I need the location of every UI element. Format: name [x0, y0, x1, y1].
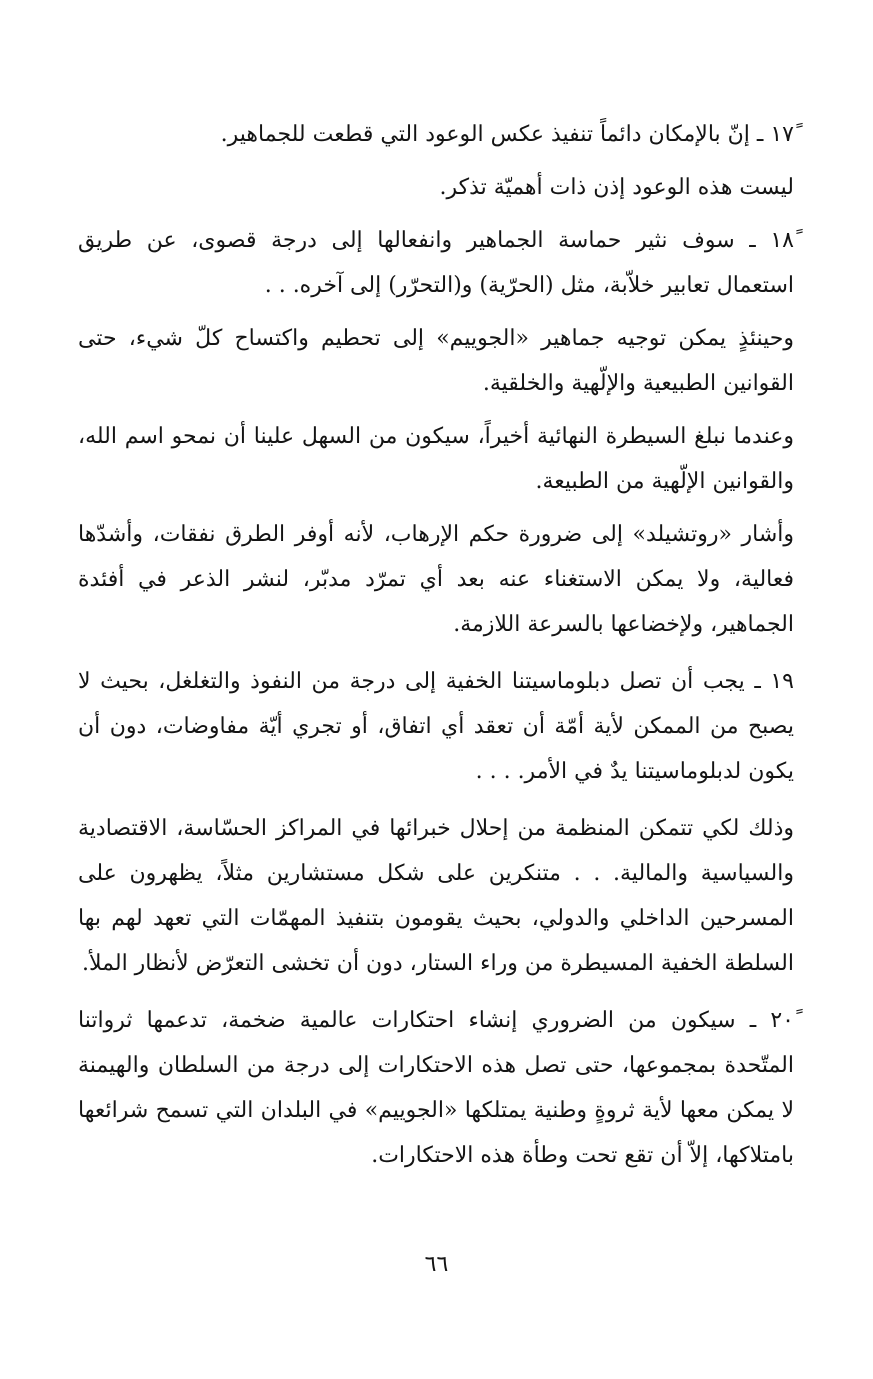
body-text [78, 112, 794, 1178]
paragraph-18-goyim: وحينئذٍ يمكن توجيه جماهير «الجوييم» إلى تحطيم واكتساح كلّ شيء، حتى القوانين الطبيعية والإلّهية والخلقية. [78, 326, 794, 396]
paragraph-17-continuation: ليست هذه الوعود إذن ذات أهميّة تذكر. [439, 175, 794, 200]
page-number: ٦٦ [424, 1252, 449, 1277]
paragraph-20: ٢٠ً ـ سيكون من الضروري إنشاء احتكارات عالمية ضخمة، تدعمها ثرواتنا المتّحدة بمجموعها، حتى تصل هذه الاحتكارات إلى درجة من السلطان والهيمنة لا يمكن معها لأية ثروةٍ وطنية يمتلكها «الجوييم» في البلدان التي تسمح شرائعها بامتلاكها، إلاّ أن تقع تحت وطأة هذه الاحتكارات. [78, 1008, 794, 1168]
paragraph-rothschild: وأشار «روتشيلد» إلى ضرورة حكم الإرهاب، لأنه أوفر الطرق نفقات، وأشدّها فعالية، ولا يمكن الاستغناء عنه بعد أي تمرّد مدبّر، لنشر الذعر في أفئدة الجماهير، ولإخضاعها بالسرعة اللازمة. [78, 522, 794, 637]
paragraph-18-final-control: وعندما نبلغ السيطرة النهائية أخيراً، سيكون من السهل علينا أن نمحو اسم الله، والقوانين الإلّهية من الطبيعة. [78, 424, 794, 494]
paragraph-19: ١٩ ـ يجب أن تصل دبلوماسيتنا الخفية إلى درجة من النفوذ والتغلغل، بحيث لا يصبح من الممكن لأية أمّة أن تعقد أي اتفاق، أو تجري أيّة مفاوضات، دون أن يكون لدبلوماسيتنا يدٌ في الأمر. . . . [78, 669, 794, 784]
paragraph-17: ١٧ً ـ إنّ بالإمكان دائماً تنفيذ عكس الوعود التي قطعت للجماهير. [220, 122, 794, 147]
paragraph-18: ١٨ً ـ سوف نثير حماسة الجماهير وانفعالها إلى درجة قصوى، عن طريق استعمال تعابير خلاّبة، مثل (الحرّية) و(التحرّر) إلى آخره. . . [78, 228, 794, 298]
paragraph-19-experts: وذلك لكي تتمكن المنظمة من إحلال خبرائها في المراكز الحسّاسة، الاقتصادية والسياسية والمالية. . . متنكرين على شكل مستشارين مثلاً، يظهرون على المسرحين الداخلي والدولي، بحيث يقومون بتنفيذ المهمّات التي تعهد لهم بها السلطة الخفية المسيطرة من وراء الستار، دون أن تخشى التعرّض لأنظار الملأ. [78, 816, 794, 976]
